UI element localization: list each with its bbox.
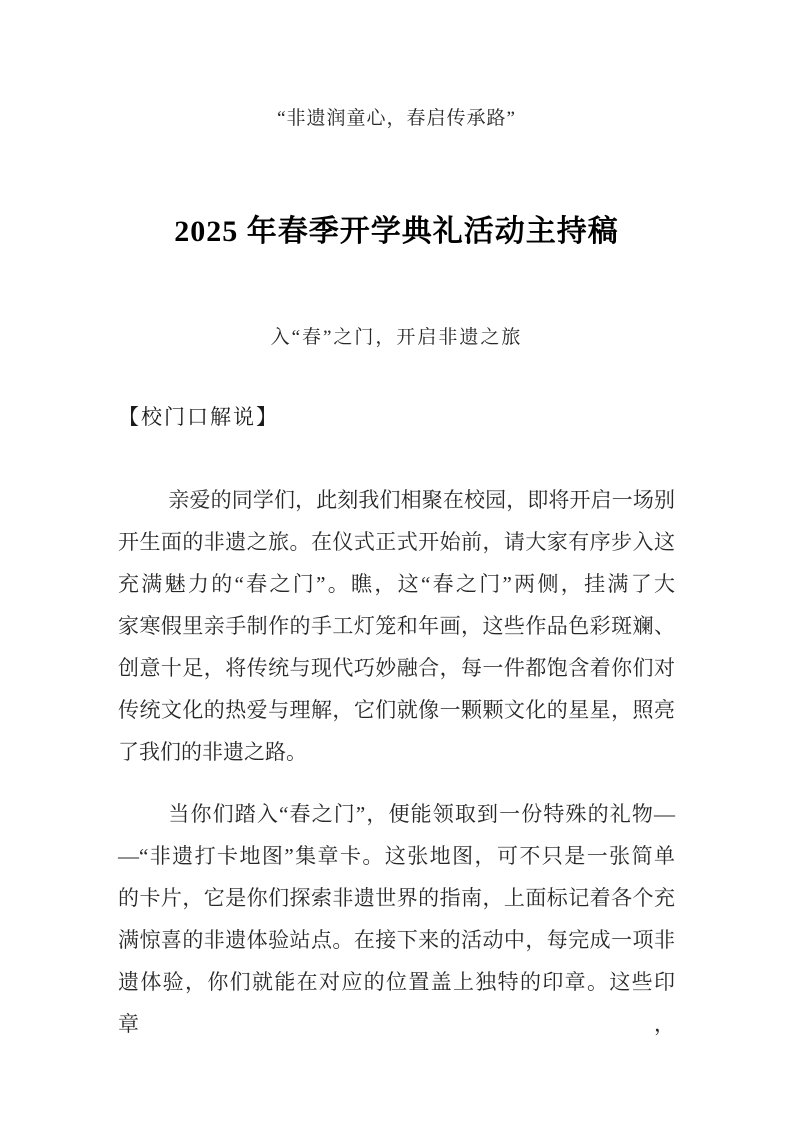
text-line: —“非遗打卡地图”集章卡。这张地图，可不只是一张简单 — [118, 844, 675, 868]
text-line: 遗体验，你们就能在对应的位置盖上独特的印章。这些印章， — [118, 970, 675, 1036]
paragraph — [118, 793, 675, 1045]
document-subtitle: 入“春”之门，开启非遗之旅 — [270, 327, 523, 348]
text-line: 当你们踏入“春之门”，便能领取到一份特殊的礼物— — [168, 802, 675, 826]
text-line: 开生面的非遗之旅。在仪式正式开始前，请大家有序步入这 — [118, 530, 675, 554]
paragraph — [118, 479, 675, 773]
text-line: 了我们的非遗之路。 — [118, 740, 307, 764]
text-line: 满惊喜的非遗体验站点。在接下来的活动中，每完成一项非 — [118, 928, 675, 952]
text-line: 充满魅力的“春之门”。瞧，这“春之门”两侧，挂满了大 — [118, 572, 675, 596]
document-title: 2025 年春季开学典礼活动主持稿 — [174, 215, 619, 248]
quote-subtitle: “非遗润童心，春启传承路” — [277, 108, 516, 129]
text-line: 家寒假里亲手制作的手工灯笼和年画，这些作品色彩斑斓、 — [118, 614, 675, 638]
text-line: 传统文化的热爱与理解，它们就像一颗颗文化的星星，照亮 — [118, 698, 675, 722]
text-line: 亲爱的同学们，此刻我们相聚在校园，即将开启一场别 — [168, 488, 675, 512]
section-heading: 【校门口解说】 — [118, 405, 279, 429]
text-line: 的卡片，它是你们探索非遗世界的指南，上面标记着各个充 — [118, 886, 675, 910]
text-line: 创意十足，将传统与现代巧妙融合，每一件都饱含着你们对 — [118, 656, 675, 680]
